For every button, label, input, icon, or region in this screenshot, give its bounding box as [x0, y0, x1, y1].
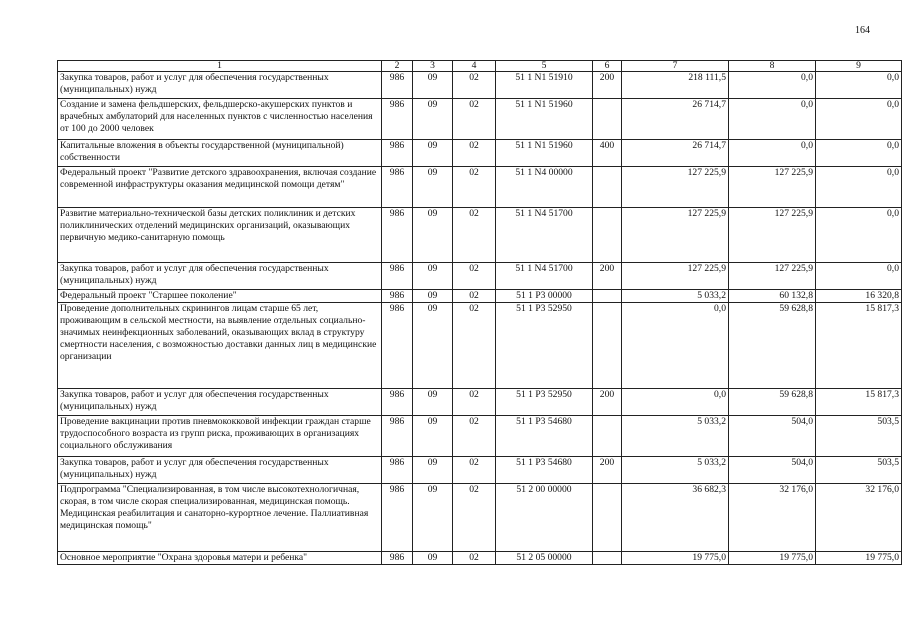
subsection-cell: 02	[453, 208, 496, 263]
table-row	[58, 303, 902, 389]
amount-col9-cell: 0,0	[816, 167, 902, 208]
table-row	[58, 552, 902, 565]
amount-col7-cell: 5 033,2	[622, 416, 729, 457]
budget-table	[57, 60, 902, 565]
page-number: 164	[855, 25, 870, 36]
amount-col8-cell: 127 225,9	[729, 263, 816, 290]
table-row	[58, 140, 902, 167]
amount-col7-cell: 5 033,2	[622, 290, 729, 303]
amount-col7-cell: 36 682,3	[622, 484, 729, 552]
amount-col7-cell: 127 225,9	[622, 263, 729, 290]
header-row	[58, 61, 902, 72]
header-cell: 3	[413, 61, 453, 72]
header-cell: 6	[593, 61, 622, 72]
target-article-cell: 51 1 N4 00000	[496, 167, 593, 208]
table-row	[58, 72, 902, 99]
subsection-cell: 02	[453, 303, 496, 389]
description-cell: Федеральный проект "Развитие детского здравоохранения, включая создание современной инфраструктуры оказания медицинской помощи детям"	[58, 167, 382, 208]
amount-col7-cell: 127 225,9	[622, 167, 729, 208]
amount-col7-cell: 5 033,2	[622, 457, 729, 484]
ved-code-cell: 986	[382, 416, 413, 457]
amount-col8-cell: 59 628,8	[729, 303, 816, 389]
amount-col7-cell: 0,0	[622, 303, 729, 389]
ved-code-cell: 986	[382, 290, 413, 303]
ved-code-cell: 986	[382, 303, 413, 389]
subsection-cell: 02	[453, 140, 496, 167]
amount-col8-cell: 504,0	[729, 457, 816, 484]
amount-col9-cell: 503,5	[816, 416, 902, 457]
expense-type-cell: 200	[593, 389, 622, 416]
section-cell: 09	[413, 552, 453, 565]
description-cell: Развитие материально-технической базы детских поликлиник и детских поликлинических отделений медицинских организаций, оказывающих первичную медико-санитарную помощь	[58, 208, 382, 263]
description-cell: Закупка товаров, работ и услуг для обеспечения государственных (муниципальных) нужд	[58, 389, 382, 416]
subsection-cell: 02	[453, 416, 496, 457]
table-row	[58, 208, 902, 263]
amount-col8-cell: 0,0	[729, 140, 816, 167]
target-article-cell: 51 1 P3 52950	[496, 303, 593, 389]
ved-code-cell: 986	[382, 167, 413, 208]
header-cell: 9	[816, 61, 902, 72]
amount-col9-cell: 32 176,0	[816, 484, 902, 552]
description-cell: Проведение дополнительных скринингов лицам старше 65 лет, проживающим в сельской местности, на выявление отдельных социально-значимых неинфекционных заболеваний, оказывающих вклад в структуру смертности населения, с возможностью доставки данных лиц в медицинские организации	[58, 303, 382, 389]
target-article-cell: 51 1 P3 00000	[496, 290, 593, 303]
section-cell: 09	[413, 457, 453, 484]
expense-type-cell: 200	[593, 72, 622, 99]
description-cell: Закупка товаров, работ и услуг для обеспечения государственных (муниципальных) нужд	[58, 457, 382, 484]
amount-col8-cell: 127 225,9	[729, 208, 816, 263]
target-article-cell: 51 1 P3 52950	[496, 389, 593, 416]
expense-type-cell	[593, 484, 622, 552]
ved-code-cell: 986	[382, 72, 413, 99]
header-cell: 7	[622, 61, 729, 72]
header-cell: 2	[382, 61, 413, 72]
ved-code-cell: 986	[382, 484, 413, 552]
description-cell: Закупка товаров, работ и услуг для обеспечения государственных (муниципальных) нужд	[58, 263, 382, 290]
amount-col8-cell: 127 225,9	[729, 167, 816, 208]
table-row	[58, 416, 902, 457]
amount-col9-cell: 0,0	[816, 99, 902, 140]
amount-col7-cell: 26 714,7	[622, 99, 729, 140]
subsection-cell: 02	[453, 167, 496, 208]
table-row	[58, 167, 902, 208]
amount-col7-cell: 127 225,9	[622, 208, 729, 263]
ved-code-cell: 986	[382, 263, 413, 290]
amount-col9-cell: 16 320,8	[816, 290, 902, 303]
amount-col8-cell: 19 775,0	[729, 552, 816, 565]
subsection-cell: 02	[453, 72, 496, 99]
amount-col8-cell: 60 132,8	[729, 290, 816, 303]
amount-col9-cell: 0,0	[816, 72, 902, 99]
amount-col9-cell: 19 775,0	[816, 552, 902, 565]
amount-col7-cell: 19 775,0	[622, 552, 729, 565]
expense-type-cell: 200	[593, 457, 622, 484]
amount-col9-cell: 15 817,3	[816, 389, 902, 416]
expense-type-cell	[593, 99, 622, 140]
description-cell: Создание и замена фельдшерских, фельдшерско-акушерских пунктов и врачебных амбулаторий для населенных пунктов с численностью населения от 100 до 2000 человек	[58, 99, 382, 140]
header-cell: 1	[58, 61, 382, 72]
description-cell: Закупка товаров, работ и услуг для обеспечения государственных (муниципальных) нужд	[58, 72, 382, 99]
expense-type-cell	[593, 167, 622, 208]
subsection-cell: 02	[453, 99, 496, 140]
target-article-cell: 51 1 P3 54680	[496, 416, 593, 457]
description-cell: Проведение вакцинации против пневмококковой инфекции граждан старше трудоспособного возраста из групп риска, проживающих в организациях социального обслуживания	[58, 416, 382, 457]
amount-col7-cell: 218 111,5	[622, 72, 729, 99]
ved-code-cell: 986	[382, 99, 413, 140]
table-row	[58, 484, 902, 552]
amount-col9-cell: 0,0	[816, 263, 902, 290]
subsection-cell: 02	[453, 389, 496, 416]
ved-code-cell: 986	[382, 208, 413, 263]
target-article-cell: 51 1 N1 51960	[496, 140, 593, 167]
section-cell: 09	[413, 389, 453, 416]
target-article-cell: 51 1 N4 51700	[496, 263, 593, 290]
amount-col7-cell: 26 714,7	[622, 140, 729, 167]
subsection-cell: 02	[453, 484, 496, 552]
amount-col8-cell: 59 628,8	[729, 389, 816, 416]
expense-type-cell	[593, 208, 622, 263]
amount-col8-cell: 32 176,0	[729, 484, 816, 552]
amount-col7-cell: 0,0	[622, 389, 729, 416]
subsection-cell: 02	[453, 290, 496, 303]
subsection-cell: 02	[453, 263, 496, 290]
description-cell: Капитальные вложения в объекты государственной (муниципальной) собственности	[58, 140, 382, 167]
target-article-cell: 51 1 N1 51960	[496, 99, 593, 140]
description-cell: Основное мероприятие "Охрана здоровья матери и ребенка"	[58, 552, 382, 565]
table-row	[58, 457, 902, 484]
target-article-cell: 51 1 N4 51700	[496, 208, 593, 263]
target-article-cell: 51 1 P3 54680	[496, 457, 593, 484]
ved-code-cell: 986	[382, 140, 413, 167]
section-cell: 09	[413, 167, 453, 208]
amount-col9-cell: 15 817,3	[816, 303, 902, 389]
table-row	[58, 99, 902, 140]
ved-code-cell: 986	[382, 457, 413, 484]
target-article-cell: 51 2 05 00000	[496, 552, 593, 565]
table-row	[58, 263, 902, 290]
expense-type-cell	[593, 303, 622, 389]
amount-col8-cell: 0,0	[729, 99, 816, 140]
header-cell: 4	[453, 61, 496, 72]
section-cell: 09	[413, 208, 453, 263]
section-cell: 09	[413, 99, 453, 140]
expense-type-cell	[593, 290, 622, 303]
amount-col9-cell: 0,0	[816, 140, 902, 167]
section-cell: 09	[413, 303, 453, 389]
section-cell: 09	[413, 263, 453, 290]
target-article-cell: 51 2 00 00000	[496, 484, 593, 552]
description-cell: Федеральный проект "Старшее поколение"	[58, 290, 382, 303]
subsection-cell: 02	[453, 457, 496, 484]
section-cell: 09	[413, 290, 453, 303]
table-row	[58, 389, 902, 416]
target-article-cell: 51 1 N1 51910	[496, 72, 593, 99]
header-cell: 5	[496, 61, 593, 72]
section-cell: 09	[413, 140, 453, 167]
section-cell: 09	[413, 72, 453, 99]
header-cell: 8	[729, 61, 816, 72]
section-cell: 09	[413, 484, 453, 552]
section-cell: 09	[413, 416, 453, 457]
expense-type-cell	[593, 552, 622, 565]
amount-col8-cell: 0,0	[729, 72, 816, 99]
amount-col9-cell: 503,5	[816, 457, 902, 484]
description-cell: Подпрограмма "Специализированная, в том числе высокотехнологичная, скорая, в том числе скорая специализированная, медицинская помощь. Медицинская реабилитация и санаторно-курортное лечение. Паллиативная медицинская помощь"	[58, 484, 382, 552]
subsection-cell: 02	[453, 552, 496, 565]
expense-type-cell: 400	[593, 140, 622, 167]
amount-col8-cell: 504,0	[729, 416, 816, 457]
ved-code-cell: 986	[382, 389, 413, 416]
table-row	[58, 290, 902, 303]
ved-code-cell: 986	[382, 552, 413, 565]
expense-type-cell: 200	[593, 263, 622, 290]
amount-col9-cell: 0,0	[816, 208, 902, 263]
expense-type-cell	[593, 416, 622, 457]
